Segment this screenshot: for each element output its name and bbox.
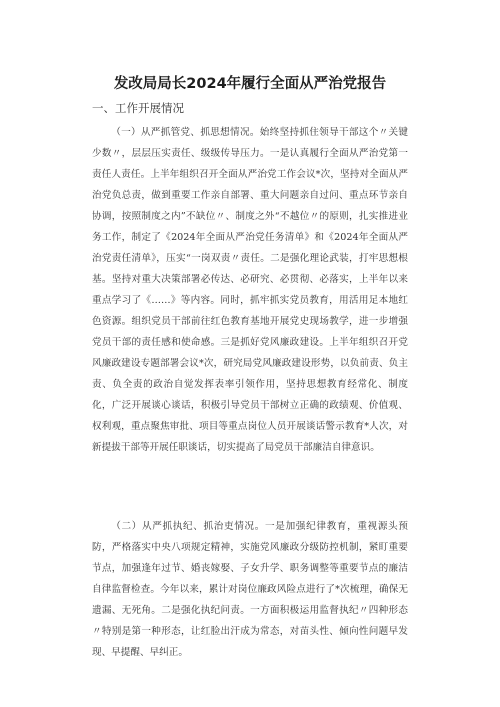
- section-heading: 一、工作开展情况: [92, 101, 184, 115]
- body-paragraph-1: （一）从严抓管党、抓思想情况。始终坚持抓住领导干部这个〃关键少数〃，层层压实责任、级级传导压力。一是认真履行全面从严治党第一责任人责任。上半年组织召开全面从严治党工作会议*次，坚持对全面从严治党负总责，做到重要工作亲自部署、重大问题亲自过问、重点环节亲自协调，按照制度之内”不缺位〃、制度之外“不越位〃的原则，扎实推进业务工作，制定了《2024年全面从严治党任务清单》和《2024年全面从严治党责任清单》，压实“一岗双责〃责任。二是强化理论武装，打牢思想根基。坚持对重大决策部署必传达、必研究、必贯彻、必落实，上半年以来重点学习了《……》等内容。同时，抓牢抓实党员教育，用活用足本地红色资源。组织党员干部前往红色教育基地开展党史现场教学，进一步增强党员干部的责任感和使命感。三是抓好党风廉政建设。上半年组织召开党风廉政建设专题部署会议*次，研究局党风廉政建设形势，以负前责、负主责、负全责的政治自觉发挥表率引领作用，坚持思想教育经常化、制度化，广泛开展谈心谈话，积极引导党员干部树立正确的政绩观、价值观、权利观，重点聚焦审批、项目等重点岗位人员开展谈话警示教育*人次，对新提拔干部等开展任职谈话，切实提高了局党员干部廉洁自律意识。: [92, 127, 408, 453]
- document-title: 发改局局长2024年履行全面从严治党报告: [113, 76, 387, 92]
- body-paragraph-2: （二）从严抓执纪、抓治吏情况。一是加强纪律教育，重视源头预防，严格落实中央八项规定精神，实施党风廉政分级防控机制，紧盯重要节点，加强逢年过节、婚丧嫁娶、子女升学、职务调整等重要节点的廉洁自律监督检查。今年以来，累计对岗位廉政风险点进行了*次梳理，确保无遗漏、无死角。二是强化执纪问责。一方面积极运用监督执纪〃四种形态〃特别是第一种形态，让红脸出汗成为常态，对苗头性、倾向性问题早发现、早提醒、早纠正。: [92, 521, 408, 658]
